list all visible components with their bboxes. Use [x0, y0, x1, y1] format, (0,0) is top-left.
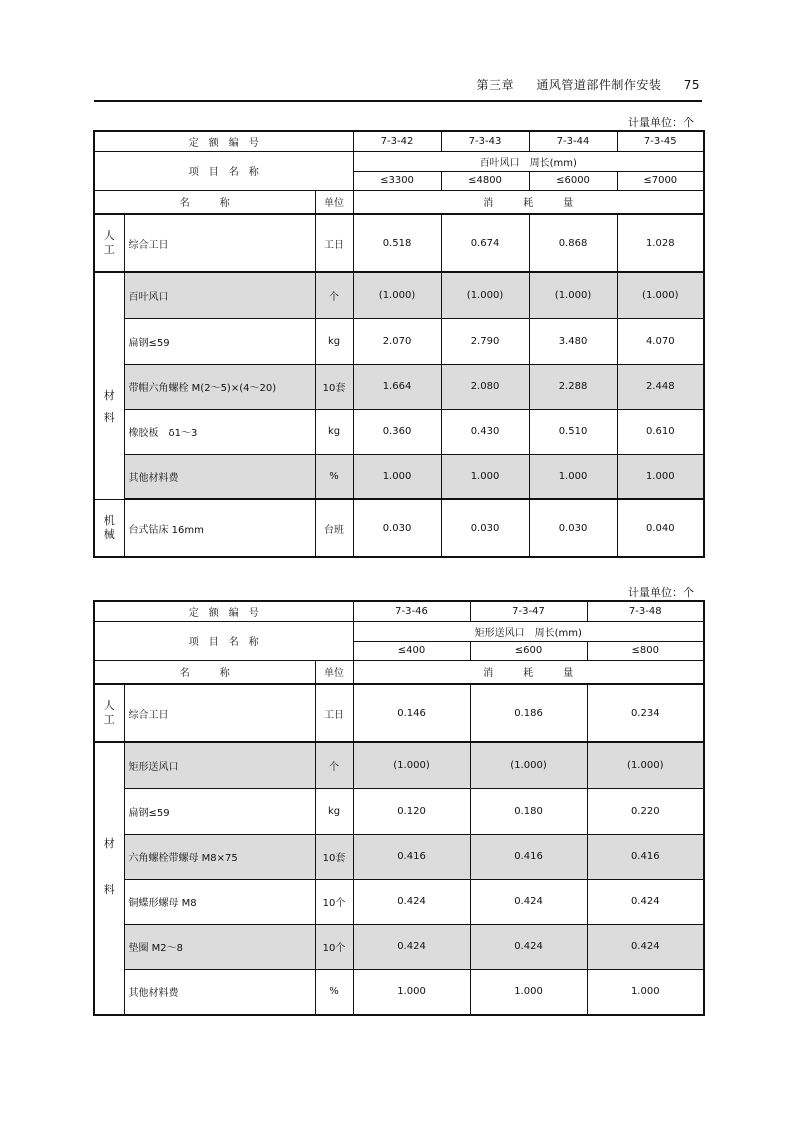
row-value: 1.028 [617, 214, 704, 272]
row-value: 0.868 [529, 214, 617, 272]
quota-code: 7-3-48 [587, 601, 704, 621]
material-group-label-a: 材 [94, 272, 124, 409]
row-value: (1.000) [617, 272, 704, 318]
material-group-label-b: 料 [94, 879, 124, 1015]
unit-column-header: 单位 [315, 190, 353, 214]
row-unit: % [315, 454, 353, 499]
row-unit: 10个 [315, 879, 353, 924]
row-value: 2.448 [617, 364, 704, 409]
row-value: 0.234 [587, 684, 704, 742]
labor-group-label: 人 工 [94, 214, 124, 272]
quota-code: 7-3-45 [617, 131, 704, 151]
row-name: 其他材料费 [124, 969, 315, 1015]
row-value: 2.080 [441, 364, 529, 409]
row-value: (1.000) [470, 742, 587, 788]
row-value: 0.424 [587, 924, 704, 969]
row-value: 1.000 [617, 454, 704, 499]
row-name: 台式钻床 16mm [124, 499, 315, 557]
perimeter-subhead: ≤7000 [617, 171, 704, 190]
perimeter-subhead: ≤3300 [353, 171, 441, 190]
perimeter-subhead: ≤800 [587, 641, 704, 660]
row-value: 0.424 [587, 879, 704, 924]
chapter-number: 第三章 [476, 78, 515, 92]
row-unit: 10个 [315, 924, 353, 969]
row-unit: 10套 [315, 834, 353, 879]
item-title: 百叶风口 周长(mm) [353, 151, 704, 171]
row-value: (1.000) [353, 272, 441, 318]
row-value: 0.424 [353, 924, 470, 969]
page-header [94, 74, 702, 102]
quota-code: 7-3-46 [353, 601, 470, 621]
row-unit: 工日 [315, 214, 353, 272]
row-value: 4.070 [617, 318, 704, 364]
row-value: (1.000) [529, 272, 617, 318]
row-value: 0.186 [470, 684, 587, 742]
perimeter-subhead: ≤600 [470, 641, 587, 660]
table1-unit-label: 计量单位：个 [628, 116, 694, 129]
name-column-header: 名 称 [94, 660, 315, 684]
row-value: 1.664 [353, 364, 441, 409]
row-value: 0.416 [470, 834, 587, 879]
row-name: 带帽六角螺栓 M(2～5)×(4～20) [124, 364, 315, 409]
row-name: 综合工日 [124, 684, 315, 742]
table2-unit-label: 计量单位：个 [628, 586, 694, 599]
quota-code: 7-3-42 [353, 131, 441, 151]
row-unit: kg [315, 788, 353, 834]
row-value: 0.120 [353, 788, 470, 834]
row-unit: kg [315, 409, 353, 454]
row-unit: 台班 [315, 499, 353, 557]
code-label: 定 额 编 号 [94, 131, 353, 151]
row-value: 0.030 [441, 499, 529, 557]
row-value: (1.000) [441, 272, 529, 318]
quota-table-1 [93, 130, 705, 558]
perimeter-subhead: ≤6000 [529, 171, 617, 190]
row-value: 1.000 [470, 969, 587, 1015]
page-number: 75 [683, 78, 700, 92]
row-value: 0.416 [587, 834, 704, 879]
row-value: 0.518 [353, 214, 441, 272]
consumption-header: 消 耗 量 [353, 660, 704, 684]
row-name: 矩形送风口 [124, 742, 315, 788]
row-value: 0.180 [470, 788, 587, 834]
row-value: 0.424 [353, 879, 470, 924]
labor-group-label: 人 工 [94, 684, 124, 742]
code-label: 定 额 编 号 [94, 601, 353, 621]
row-value: 0.424 [470, 879, 587, 924]
item-title: 矩形送风口 周长(mm) [353, 621, 704, 641]
row-value: 0.416 [353, 834, 470, 879]
row-value: 2.070 [353, 318, 441, 364]
row-value: 0.610 [617, 409, 704, 454]
row-value: 0.040 [617, 499, 704, 557]
row-value: 0.674 [441, 214, 529, 272]
row-name: 橡胶板 δ1～3 [124, 409, 315, 454]
row-unit: % [315, 969, 353, 1015]
row-unit: 个 [315, 742, 353, 788]
quota-code: 7-3-47 [470, 601, 587, 621]
row-value: 1.000 [529, 454, 617, 499]
row-value: 0.430 [441, 409, 529, 454]
row-value: 0.030 [529, 499, 617, 557]
row-value: 1.000 [353, 454, 441, 499]
row-name: 铜蝶形螺母 M8 [124, 879, 315, 924]
row-value: 0.510 [529, 409, 617, 454]
page-header-text [459, 76, 700, 93]
row-value: (1.000) [587, 742, 704, 788]
row-name: 其他材料费 [124, 454, 315, 499]
material-group-label-b: 料 [94, 409, 124, 499]
quota-table-2 [93, 600, 705, 1016]
row-value: 2.790 [441, 318, 529, 364]
item-name-label: 项 目 名 称 [94, 621, 353, 660]
row-name: 扁钢≤59 [124, 318, 315, 364]
row-value: (1.000) [353, 742, 470, 788]
perimeter-subhead: ≤400 [353, 641, 470, 660]
row-name: 扁钢≤59 [124, 788, 315, 834]
row-value: 2.288 [529, 364, 617, 409]
row-value: 0.030 [353, 499, 441, 557]
row-value: 0.424 [470, 924, 587, 969]
row-unit: kg [315, 318, 353, 364]
quota-code: 7-3-44 [529, 131, 617, 151]
row-value: 3.480 [529, 318, 617, 364]
item-name-label: 项 目 名 称 [94, 151, 353, 190]
row-value: 1.000 [587, 969, 704, 1015]
row-value: 1.000 [353, 969, 470, 1015]
row-unit: 个 [315, 272, 353, 318]
row-value: 1.000 [441, 454, 529, 499]
consumption-header: 消 耗 量 [353, 190, 704, 214]
material-group-label-a: 材 [94, 742, 124, 879]
row-name: 综合工日 [124, 214, 315, 272]
chapter-title: 通风管道部件制作安装 [536, 78, 662, 92]
row-name: 百叶风口 [124, 272, 315, 318]
machine-group-label: 机 械 [94, 499, 124, 557]
row-name: 垫圈 M2～8 [124, 924, 315, 969]
row-unit: 工日 [315, 684, 353, 742]
unit-column-header: 单位 [315, 660, 353, 684]
quota-code: 7-3-43 [441, 131, 529, 151]
row-unit: 10套 [315, 364, 353, 409]
perimeter-subhead: ≤4800 [441, 171, 529, 190]
row-value: 0.146 [353, 684, 470, 742]
row-value: 0.220 [587, 788, 704, 834]
name-column-header: 名 称 [94, 190, 315, 214]
row-name: 六角螺栓带螺母 M8×75 [124, 834, 315, 879]
row-value: 0.360 [353, 409, 441, 454]
